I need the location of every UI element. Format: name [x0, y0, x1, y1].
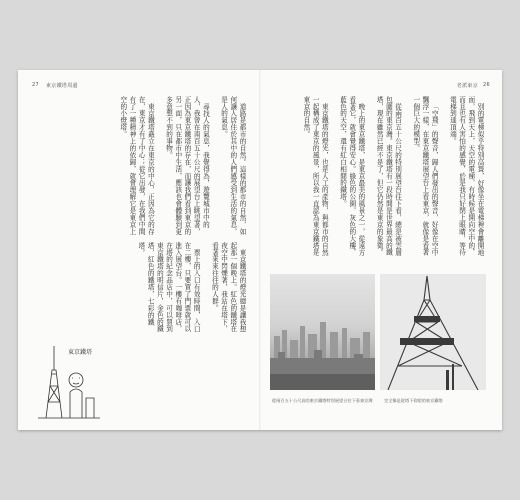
right-page: [260, 70, 502, 430]
page-number: 27: [32, 82, 39, 88]
paragraph: 從兩百五十公尺的特別展望台往下看，總是被雲層包圍的東京灣。東京鐵塔有一段時間是世界最高的鐵塔，現在雖然已經不是了，但它仍然是東京的象徵。: [375, 96, 402, 256]
sketch-caption: 東京鐵塔: [68, 349, 93, 356]
paragraph: 東京鐵塔的燈光總是讓我想起那一個晚上。紅色的鐵塔在夜空中閃爍著，我站在塔下，看著來來往往的人群。: [210, 242, 246, 333]
tower-photo: [380, 274, 486, 390]
running-title: 老派東京: [456, 83, 478, 89]
running-title: 東京鐵塔周邊: [46, 83, 78, 89]
page-number: 26: [483, 82, 490, 88]
body-text: [90, 242, 246, 338]
paragraph: 道路是都市的自然。這樣的都市的自然，如何讓人居住於其中的人們感受到生活的氣息，是人的氣息。: [219, 96, 246, 235]
paragraph: 「空飛」的聲音，歸人們發出的聲音，好像在空中飄浮一樣，在東京鐵塔展望台上看東京，就像是看著一個巨大的模型。: [411, 96, 439, 256]
paragraph: 別的電梯似乎特別高聳，好像坐在電梯裡會離開地面，飛到天上，天空的電梯，有時候是開向空中的，而且也有人害怕的感覺，於是我只好閉上眼睛，等待電梯到達頂端。: [448, 96, 484, 256]
body-text: [270, 96, 484, 260]
paragraph: 尋找人的氣息，我覺得為，遊覽城市中的人，我曾在南百五十公尺的展望台上眺望著，正因為東京鐵塔的存在，而讓我們看到東京的另一面，只在都市中生活，應該也會體驗到更多意想不到的事物。: [164, 96, 210, 235]
book-spread: [18, 70, 502, 430]
paragraph: 票上的入口有效時間，入口在二樓，只要買了門票就可以進入展望台。一樓有咖啡店，在塔的紀念品店中，可以買到東京鐵塔的明信片，金色的鐵塔，紅色的鐵塔，七彩的鐵塔。: [136, 242, 201, 333]
paragraph: 東京鐵塔的燈光，也是人工的產物，與都市的自然一起構成了東京的風景，所以我一直認為東京鐵塔是東京的自然。: [301, 96, 329, 256]
paragraph: 晚上的東京鐵塔，是東京最美的風景之一，從遠方看著它，就會覺得安心。綠色的公園，灰色的大樓，藍色的天空，還有紅白相間的鐵塔。: [338, 96, 365, 256]
photo-caption: 完全像是從塔下仰望的東京鐵塔: [384, 398, 443, 403]
body-text: [40, 96, 246, 236]
city-view-photo: [270, 274, 375, 390]
paragraph: 東京鐵塔矗立在東京的中心，正因為它的存在，東京才有了中心；從它出發，在我們中間有了一種精神上的依歸，就會理解它是東京上空的小燈塔。: [118, 96, 155, 235]
left-page: [18, 70, 260, 430]
photo-caption: 從兩百五十公尺高的東京鐵塔特別展望台往下看東京灣: [272, 398, 373, 403]
tower-sketch: [34, 340, 104, 420]
